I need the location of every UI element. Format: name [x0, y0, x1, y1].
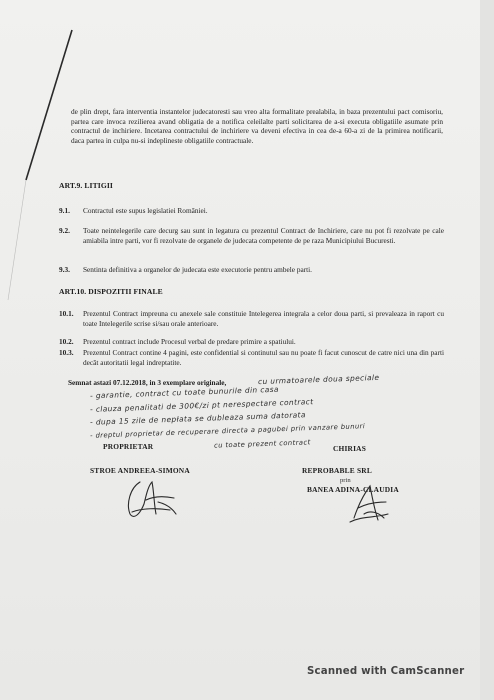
clause-number: 9.1.	[59, 206, 70, 215]
handwritten-note-line: - clauza penalitati de 300€/zi pt nerespectare contract	[89, 397, 314, 414]
handwritten-note-line: cu urmatoarele doua speciale	[257, 372, 380, 387]
clause-text: Toate neintelegerile care decurg sau sunt in legatura cu prezentul Contract de Inchiriere, care nu pot fi rezolvate pe cale amiabila intre parti, vor fi rezolvate de organele de judecata competente de pe raza Municipiului Bucuresti.	[83, 226, 444, 245]
signed-statement: Semnat astazi 07.12.2018, in 3 exemplare originale,	[68, 378, 227, 387]
clause-number: 9.2.	[59, 226, 70, 235]
tenant-signature	[344, 480, 394, 526]
intro-paragraph: de plin drept, fara interventia instantelor judecatoresti sau vreo alta formalitate prealabila, in baza prezentului pact comisoriu, partea care invoca rezilierea avand obligatia de a notifica celeilalte parti solicitarea de a-si executa obligatiile asumate prin contractul de inchiriere. Incetarea contractului de inchiriere va deveni efectiva in cea de-a 60-a zi de la primirea notificarii, daca partea in culpa nu-si indeplineste obligatiile contractuale.	[71, 107, 443, 145]
art10-heading: ART.10. DISPOZITII FINALE	[59, 287, 163, 296]
handwritten-note-line: - garantie, contract cu toate bunurile din casa	[89, 384, 280, 401]
handwritten-note-line: - dreptul proprietar de recuperare directa a pagubei prin vanzare bunuri	[89, 422, 366, 440]
tenant-label: CHIRIAS	[333, 444, 367, 453]
clause-text: Contractul este supus legislatiei Romāniei.	[83, 206, 208, 215]
clause-number: 10.2.	[59, 337, 74, 346]
tenant-prin: prin	[340, 477, 351, 484]
handwritten-note-line: cu toate prezent contract	[213, 438, 311, 450]
handwritten-note-line: - dupa 15 zile de nepłata se dubleaza suma datorata	[89, 410, 306, 427]
clause-text: Prezentul Contract contine 4 pagini, este confidential si continutul sau nu poate fi facut cunoscut de catre nici una din parti decāt autoritatii legal indreptatite.	[83, 348, 444, 367]
tenant-company: REPROBABLE SRL	[302, 466, 372, 475]
art9-heading: ART.9. LITIGII	[59, 181, 113, 190]
clause-number: 10.1.	[59, 309, 74, 318]
clause-text: Prezentul Contract impreuna cu anexele sale constituie Intelegerea integrala a celor doua parti, si prevaleaza in raport cu toate Intelegerile scrise si/sau orale anterioare.	[83, 309, 444, 328]
clause-text: Prezentul contract include Procesul verbal de predare primire a spatiului.	[83, 337, 296, 346]
tenant-representative: BANEA ADINA-CLAUDIA	[307, 485, 399, 494]
camscanner-watermark: Scanned with CamScanner	[307, 666, 465, 677]
clause-number: 9.3.	[59, 265, 70, 274]
owner-label: PROPRIETAR	[103, 442, 154, 451]
clause-number: 10.3.	[59, 348, 74, 357]
owner-signature	[118, 474, 188, 524]
clause-text: Sentinta definitiva a organelor de judecata este executorie pentru ambele parti.	[83, 265, 313, 274]
owner-name: STROE ANDREEA-SIMONA	[90, 466, 190, 475]
